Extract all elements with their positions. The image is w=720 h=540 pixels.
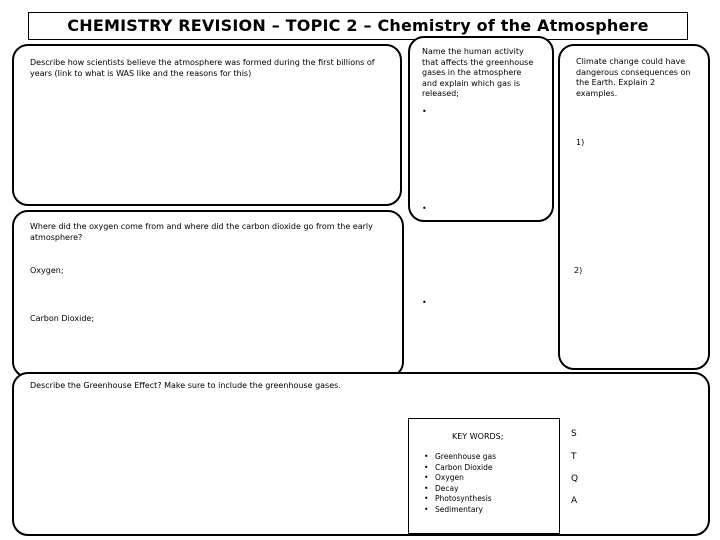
- greenhouse-effect-prompt: Describe the Greenhouse Effect? Make sure to include the greenhouse gases.: [30, 381, 341, 390]
- key-word-item: • Greenhouse gas: [424, 452, 496, 463]
- carbon-dioxide-label: Carbon Dioxide;: [30, 314, 95, 323]
- oxygen-carbon-dioxide-prompt: Where did the oxygen come from and where did the carbon dioxide go from the early atmosphere?: [30, 222, 373, 242]
- climate-item-2: 2): [574, 266, 583, 275]
- key-word-item: • Carbon Dioxide: [424, 463, 496, 474]
- key-word-item: • Decay: [424, 484, 496, 495]
- bullet-point: •: [422, 204, 427, 213]
- human-activity-prompt: Name the human activity that affects the greenhouse gases in the atmosphere and explain which gas is released;: [422, 47, 534, 98]
- atmosphere-formation-prompt: Describe how scientists believe the atmosphere was formed during the first billions of years (link to what is WAS like and the reasons for this): [30, 58, 375, 78]
- key-words-list: [424, 452, 496, 515]
- key-word-item: • Sedimentary: [424, 505, 496, 516]
- bullet-point: •: [422, 298, 427, 307]
- oxygen-label: Oxygen;: [30, 266, 64, 275]
- key-word-item: • Photosynthesis: [424, 494, 496, 505]
- climate-change-prompt: Climate change could have dangerous consequences on the Earth. Explain 2 examples.: [576, 57, 691, 98]
- key-words-heading: KEY WORDS;: [452, 432, 504, 441]
- page-title: CHEMISTRY REVISION – TOPIC 2 – Chemistry of the Atmosphere: [28, 12, 688, 40]
- stqa-letter-q: Q: [571, 474, 579, 484]
- stqa-letter-a: A: [571, 496, 578, 506]
- key-word-item: • Oxygen: [424, 473, 496, 484]
- bullet-point: •: [422, 107, 427, 116]
- greenhouse-effect-box[interactable]: [12, 372, 710, 536]
- climate-item-1: 1): [576, 138, 585, 147]
- stqa-letter-t: T: [571, 452, 577, 462]
- stqa-letter-s: S: [571, 429, 577, 439]
